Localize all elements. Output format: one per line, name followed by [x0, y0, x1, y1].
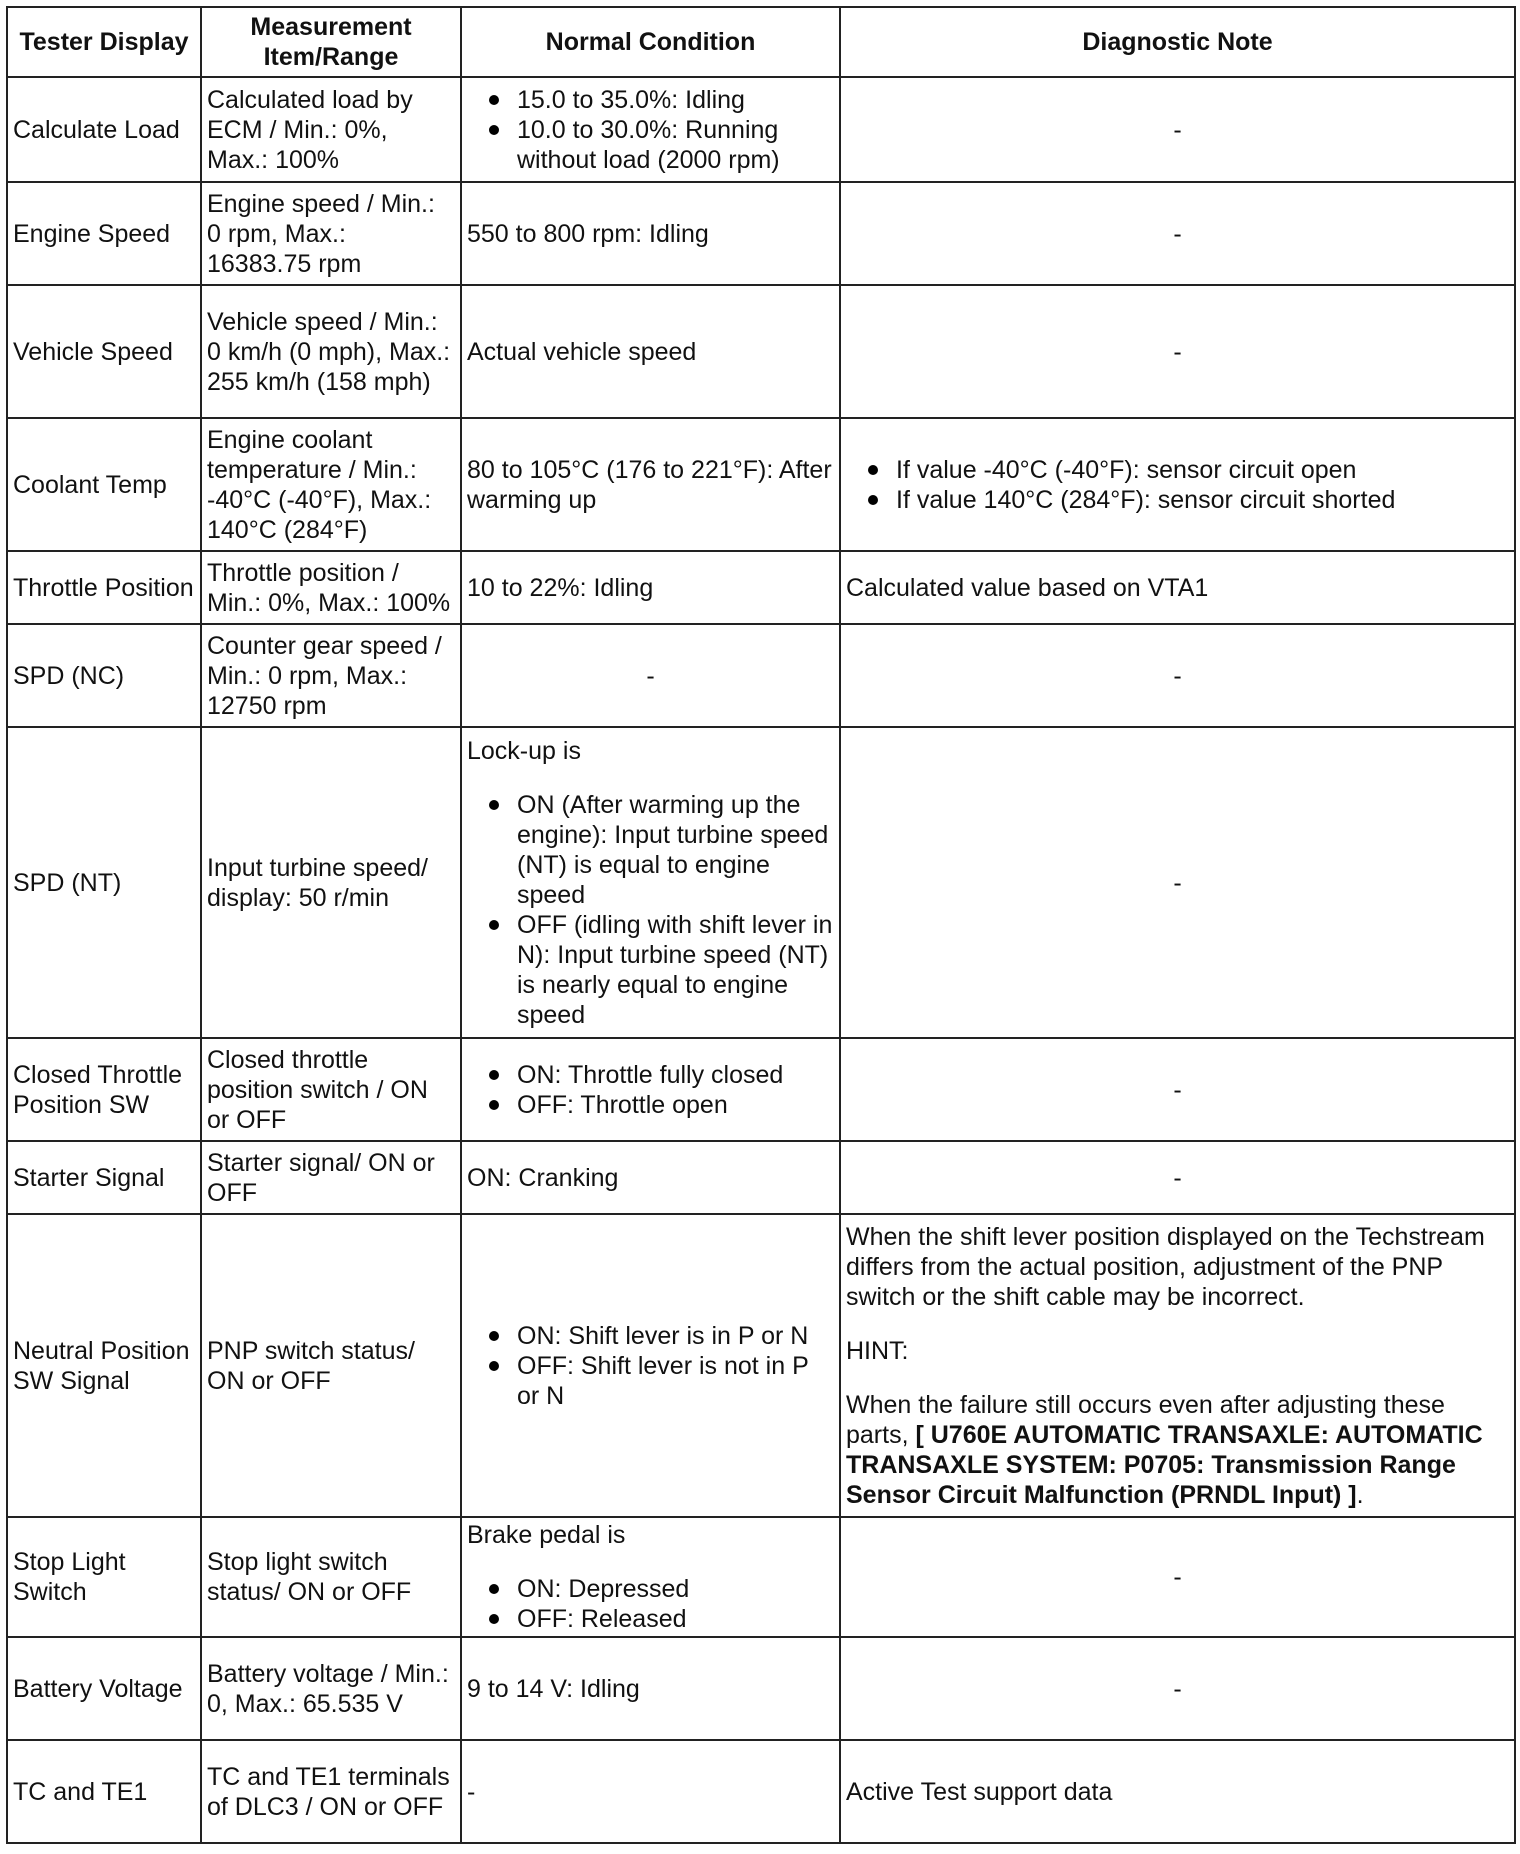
table-row	[7, 182, 1515, 285]
diagnostic-note-cell: -	[840, 624, 1515, 727]
normal-condition-list	[467, 1574, 834, 1634]
tester-display-cell: Vehicle Speed	[7, 285, 201, 418]
note-text: When the failure still occurs even after adjusting these parts,	[846, 1390, 1445, 1449]
list-item: ON: Throttle fully closed	[467, 1060, 834, 1090]
table-row	[7, 1141, 1515, 1214]
list-item: ON: Shift lever is in P or N	[467, 1321, 834, 1351]
diagnostic-note-cell	[840, 418, 1515, 551]
measurement-cell: Input turbine speed/ display: 50 r/min	[201, 727, 461, 1038]
measurement-cell: Engine coolant temperature / Min.: -40°C (-40°F), Max.: 140°C (284°F)	[201, 418, 461, 551]
measurement-cell: Closed throttle position switch / ON or OFF	[201, 1038, 461, 1141]
measurement-cell: Throttle position / Min.: 0%, Max.: 100%	[201, 551, 461, 624]
table-row	[7, 418, 1515, 551]
normal-condition-intro: Brake pedal is	[467, 1521, 626, 1549]
measurement-cell: TC and TE1 terminals of DLC3 / ON or OFF	[201, 1740, 461, 1843]
diagnostic-note-list	[846, 455, 1509, 515]
normal-condition-cell: -	[461, 1740, 840, 1843]
normal-condition-cell	[461, 1214, 840, 1517]
diagnostic-note-cell: -	[840, 1141, 1515, 1214]
normal-condition-cell: -	[461, 624, 840, 727]
table-row	[7, 624, 1515, 727]
table-row	[7, 551, 1515, 624]
data-list-table-container	[6, 6, 1514, 1844]
tester-display-cell: Neutral Position SW Signal	[7, 1214, 201, 1517]
measurement-cell: Engine speed / Min.: 0 rpm, Max.: 16383.75 rpm	[201, 182, 461, 285]
normal-condition-list	[467, 85, 834, 175]
normal-condition-cell: Actual vehicle speed	[461, 285, 840, 418]
measurement-cell: Calculated load by ECM / Min.: 0%, Max.: 100%	[201, 77, 461, 182]
header-measurement-item: Measurement Item/Range	[201, 7, 461, 77]
diagnostic-note-cell: Calculated value based on VTA1	[840, 551, 1515, 624]
tester-display-cell: Engine Speed	[7, 182, 201, 285]
data-list-table	[6, 6, 1516, 1844]
table-row	[7, 1038, 1515, 1141]
normal-condition-cell	[461, 1517, 840, 1637]
tester-display-cell: Starter Signal	[7, 1141, 201, 1214]
diagnostic-note-paragraph	[846, 1390, 1509, 1510]
diagnostic-note-cell: -	[840, 77, 1515, 182]
diagnostic-note-cell: Active Test support data	[840, 1740, 1515, 1843]
list-item: ON: Depressed	[467, 1574, 834, 1604]
tester-display-cell: SPD (NT)	[7, 727, 201, 1038]
list-item: ON (After warming up the engine): Input turbine speed (NT) is equal to engine speed	[467, 790, 834, 910]
list-item: If value -40°C (-40°F): sensor circuit open	[846, 455, 1509, 485]
tester-display-cell: Throttle Position	[7, 551, 201, 624]
tester-display-cell: Coolant Temp	[7, 418, 201, 551]
diagnostic-note-cell: -	[840, 1038, 1515, 1141]
diagnostic-note-paragraph: When the shift lever position displayed on the Techstream differs from the actual position, adjustment of the PNP switch or the shift cable may be incorrect.	[846, 1222, 1485, 1311]
normal-condition-cell: 80 to 105°C (176 to 221°F): After warming up	[461, 418, 840, 551]
table-row	[7, 1517, 1515, 1637]
normal-condition-list	[467, 1060, 834, 1120]
tester-display-cell: Calculate Load	[7, 77, 201, 182]
hint-label: HINT:	[846, 1336, 909, 1365]
diagnostic-note-cell: -	[840, 1517, 1515, 1637]
tester-display-cell: SPD (NC)	[7, 624, 201, 727]
normal-condition-cell	[461, 1038, 840, 1141]
measurement-cell: Stop light switch status/ ON or OFF	[201, 1517, 461, 1637]
tester-display-cell: Closed Throttle Position SW	[7, 1038, 201, 1141]
header-tester-display: Tester Display	[7, 7, 201, 77]
normal-condition-cell: 10 to 22%: Idling	[461, 551, 840, 624]
normal-condition-cell: ON: Cranking	[461, 1141, 840, 1214]
measurement-cell: Starter signal/ ON or OFF	[201, 1141, 461, 1214]
diagnostic-note-cell: -	[840, 182, 1515, 285]
troubleshooting-reference-link[interactable]: [ U760E AUTOMATIC TRANSAXLE: AUTOMATIC TRANSAXLE SYSTEM: P0705: Transmission Range Sensor Circuit Malfunction (PRNDL Input) ]	[846, 1420, 1483, 1509]
table-row	[7, 1637, 1515, 1740]
diagnostic-note-cell: -	[840, 1637, 1515, 1740]
list-item: OFF (idling with shift lever in N): Input turbine speed (NT) is nearly equal to engine speed	[467, 910, 834, 1030]
tester-display-cell: TC and TE1	[7, 1740, 201, 1843]
list-item: 10.0 to 30.0%: Running without load (2000 rpm)	[467, 115, 834, 175]
list-item: OFF: Throttle open	[467, 1090, 834, 1120]
list-item: OFF: Released	[467, 1604, 834, 1634]
header-row	[7, 7, 1515, 77]
measurement-cell: Counter gear speed / Min.: 0 rpm, Max.: 12750 rpm	[201, 624, 461, 727]
measurement-cell: PNP switch status/ ON or OFF	[201, 1214, 461, 1517]
table-row	[7, 1214, 1515, 1517]
normal-condition-cell: 9 to 14 V: Idling	[461, 1637, 840, 1740]
normal-condition-cell	[461, 77, 840, 182]
table-row	[7, 727, 1515, 1038]
normal-condition-list	[467, 790, 834, 1030]
diagnostic-note-cell: -	[840, 727, 1515, 1038]
normal-condition-cell: 550 to 800 rpm: Idling	[461, 182, 840, 285]
header-normal-condition: Normal Condition	[461, 7, 840, 77]
normal-condition-list	[467, 1321, 834, 1411]
table-row	[7, 1740, 1515, 1843]
header-diagnostic-note: Diagnostic Note	[840, 7, 1515, 77]
list-item: OFF: Shift lever is not in P or N	[467, 1351, 834, 1411]
note-text: .	[1356, 1480, 1364, 1509]
diagnostic-note-cell	[840, 1214, 1515, 1517]
diagnostic-note-cell: -	[840, 285, 1515, 418]
list-item: 15.0 to 35.0%: Idling	[467, 85, 834, 115]
measurement-cell: Battery voltage / Min.: 0, Max.: 65.535 V	[201, 1637, 461, 1740]
tester-display-cell: Stop Light Switch	[7, 1517, 201, 1637]
normal-condition-cell	[461, 727, 840, 1038]
normal-condition-intro: Lock-up is	[467, 736, 581, 765]
table-row	[7, 77, 1515, 182]
list-item: If value 140°C (284°F): sensor circuit shorted	[846, 485, 1509, 515]
table-row	[7, 285, 1515, 418]
tester-display-cell: Battery Voltage	[7, 1637, 201, 1740]
measurement-cell: Vehicle speed / Min.: 0 km/h (0 mph), Max.: 255 km/h (158 mph)	[201, 285, 461, 418]
